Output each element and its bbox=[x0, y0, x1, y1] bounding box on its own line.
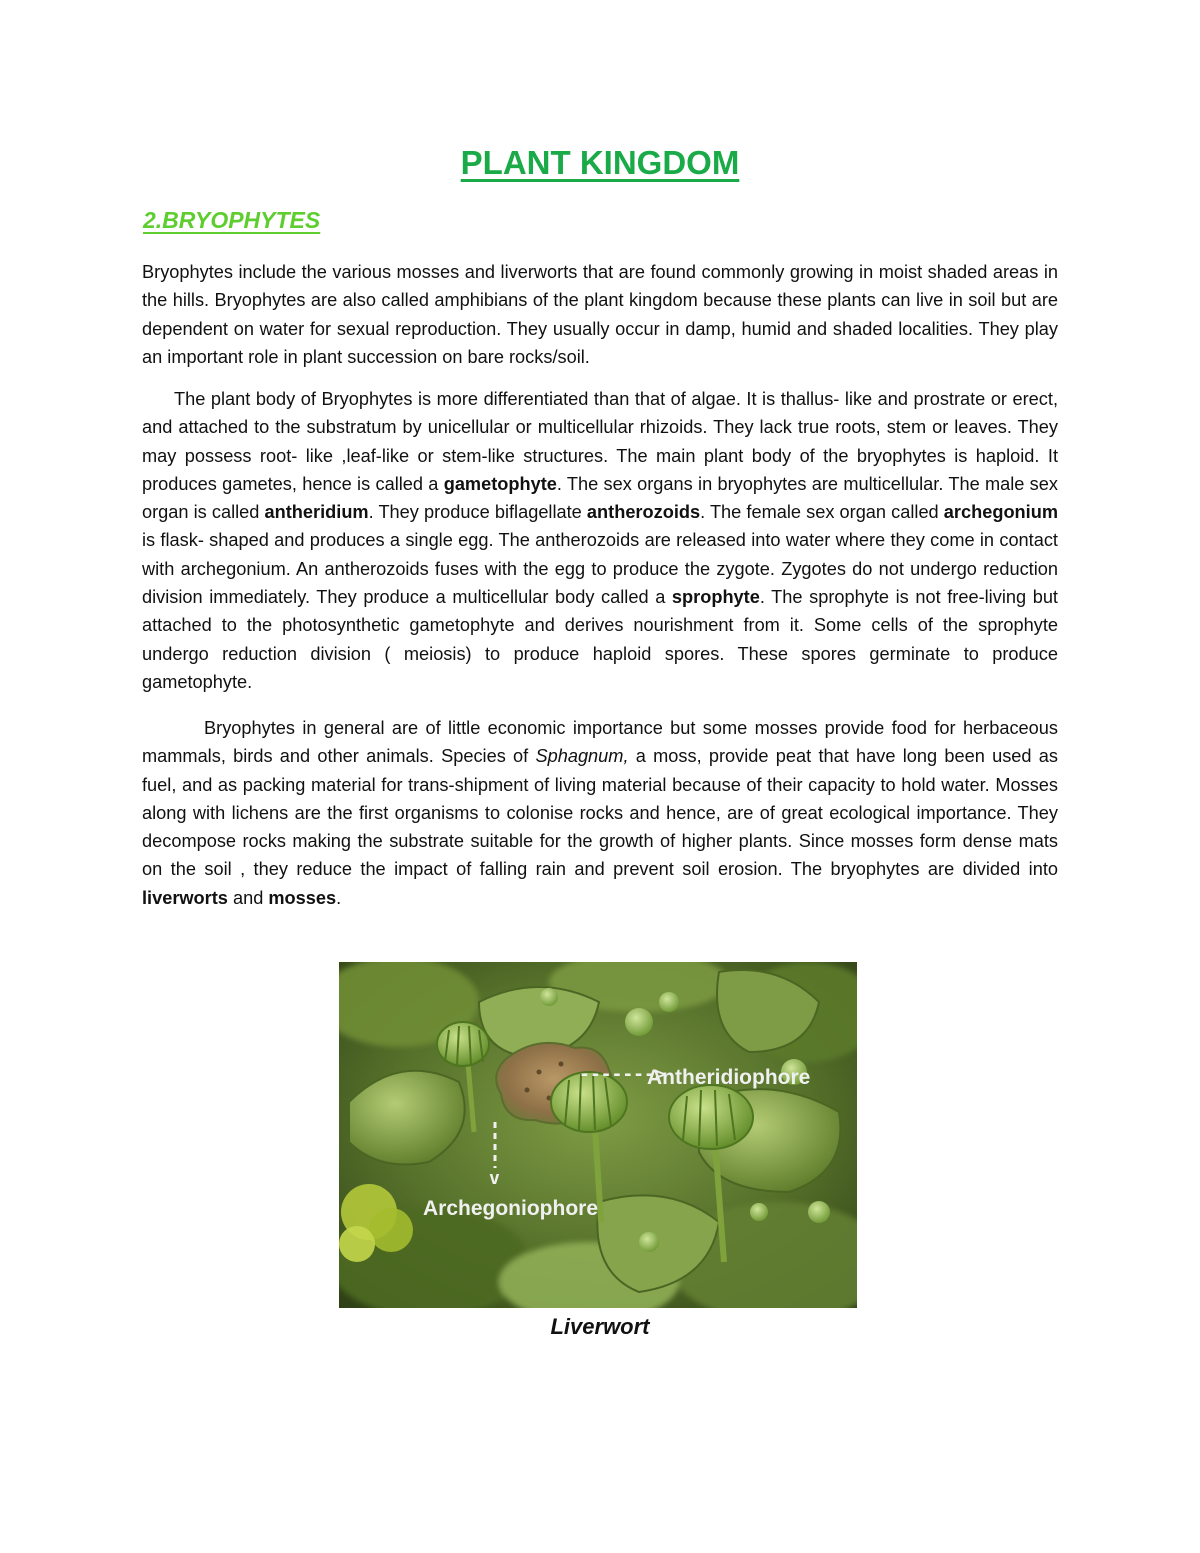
text-run: . bbox=[336, 887, 342, 908]
label-archegoniophore: Archegoniophore bbox=[423, 1197, 599, 1220]
term-archegonium: archegonium bbox=[943, 502, 1058, 523]
label-antheridiophore: Antheridiophore bbox=[647, 1066, 811, 1089]
liverwort-photo bbox=[339, 962, 857, 1308]
paragraph-intro: Bryophytes include the various mosses and liverworts that are found commonly growing in moist shaded areas in the hills. Bryophytes are also called amphibians of the plant kingdom because these plants can live in soil but are dependent on water for sexual reproduction. They usually occur in damp, humid and shaded localities. They play an important role in plant succession on bare rocks/soil. bbox=[142, 262, 1058, 367]
text-run: . The female sex organ called bbox=[700, 502, 944, 523]
text-run: . They produce biflagellate bbox=[368, 502, 587, 523]
term-antheridium: antheridium bbox=[264, 502, 369, 523]
figure-caption: Liverwort bbox=[550, 1314, 650, 1339]
term-sphagnum: Sphagnum, bbox=[535, 746, 629, 767]
term-antherozoids: antherozoids bbox=[586, 502, 701, 523]
term-gametophyte: gametophyte bbox=[443, 473, 557, 494]
liverwort-illustration bbox=[339, 962, 857, 1308]
term-mosses: mosses bbox=[268, 887, 337, 908]
text-run: Bryophytes in general are of little economic importance but some mosses provide food for herbaceous mammals, birds and other animals. Species of bbox=[142, 718, 1058, 767]
text-run: is flask- shaped and produces a single egg. The antherozoids are released into water where they come in contact with archegonium. An antherozoids fuses with the egg to produce the zygote. Zygotes do not undergo reduction division immediately. They produce a multicellular body called a bbox=[142, 530, 1058, 608]
term-sprophyte: sprophyte bbox=[671, 587, 760, 608]
arrow-to-antheridiophore: -------> bbox=[579, 1064, 666, 1085]
text-run: . The sprophyte is not free-living but attached to the photosynthetic gametophyte and derives nourishment from it. Some cells of the sprophyte undergo reduction division ( meiosis) to produce haploid spores. These spores germinate to produce gametophyte. bbox=[142, 587, 1058, 692]
section-heading: 2.BRYOPHYTES bbox=[143, 207, 321, 233]
page-title: PLANT KINGDOM bbox=[460, 144, 740, 181]
term-liverworts: liverworts bbox=[142, 887, 228, 908]
paragraph-plant-body bbox=[142, 385, 1058, 696]
text-run: The plant body of Bryophytes is more differentiated than that of algae. It is thallus- like and prostrate or erect, and attached to the substratum by unicellular or multicellular rhizoids. They lack true roots, stem or leaves. They may possess root- like ,leaf-like or stem-like structures. The main plant body of the bryophytes is haploid. It produces gametes, hence is called a bbox=[142, 389, 1058, 494]
text-run: . The sex organs in bryophytes are multicellular. The male sex organ is called bbox=[142, 473, 1058, 523]
arrow-down-head: v bbox=[489, 1168, 500, 1189]
text-run: and bbox=[227, 887, 269, 908]
paragraph-economic-importance bbox=[142, 714, 1058, 912]
text-run: a moss, provide peat that have long been used as fuel, and as packing material for trans-shipment of living material because of their capacity to hold water. Mosses along with lichens are the first organisms to colonise rocks and hence, are of great ecological importance. They decompose rocks making the substrate suitable for the growth of higher plants. Since mosses form dense mats on the soil , they reduce the impact of falling rain and prevent soil erosion. The bryophytes are divided into bbox=[142, 746, 1058, 880]
